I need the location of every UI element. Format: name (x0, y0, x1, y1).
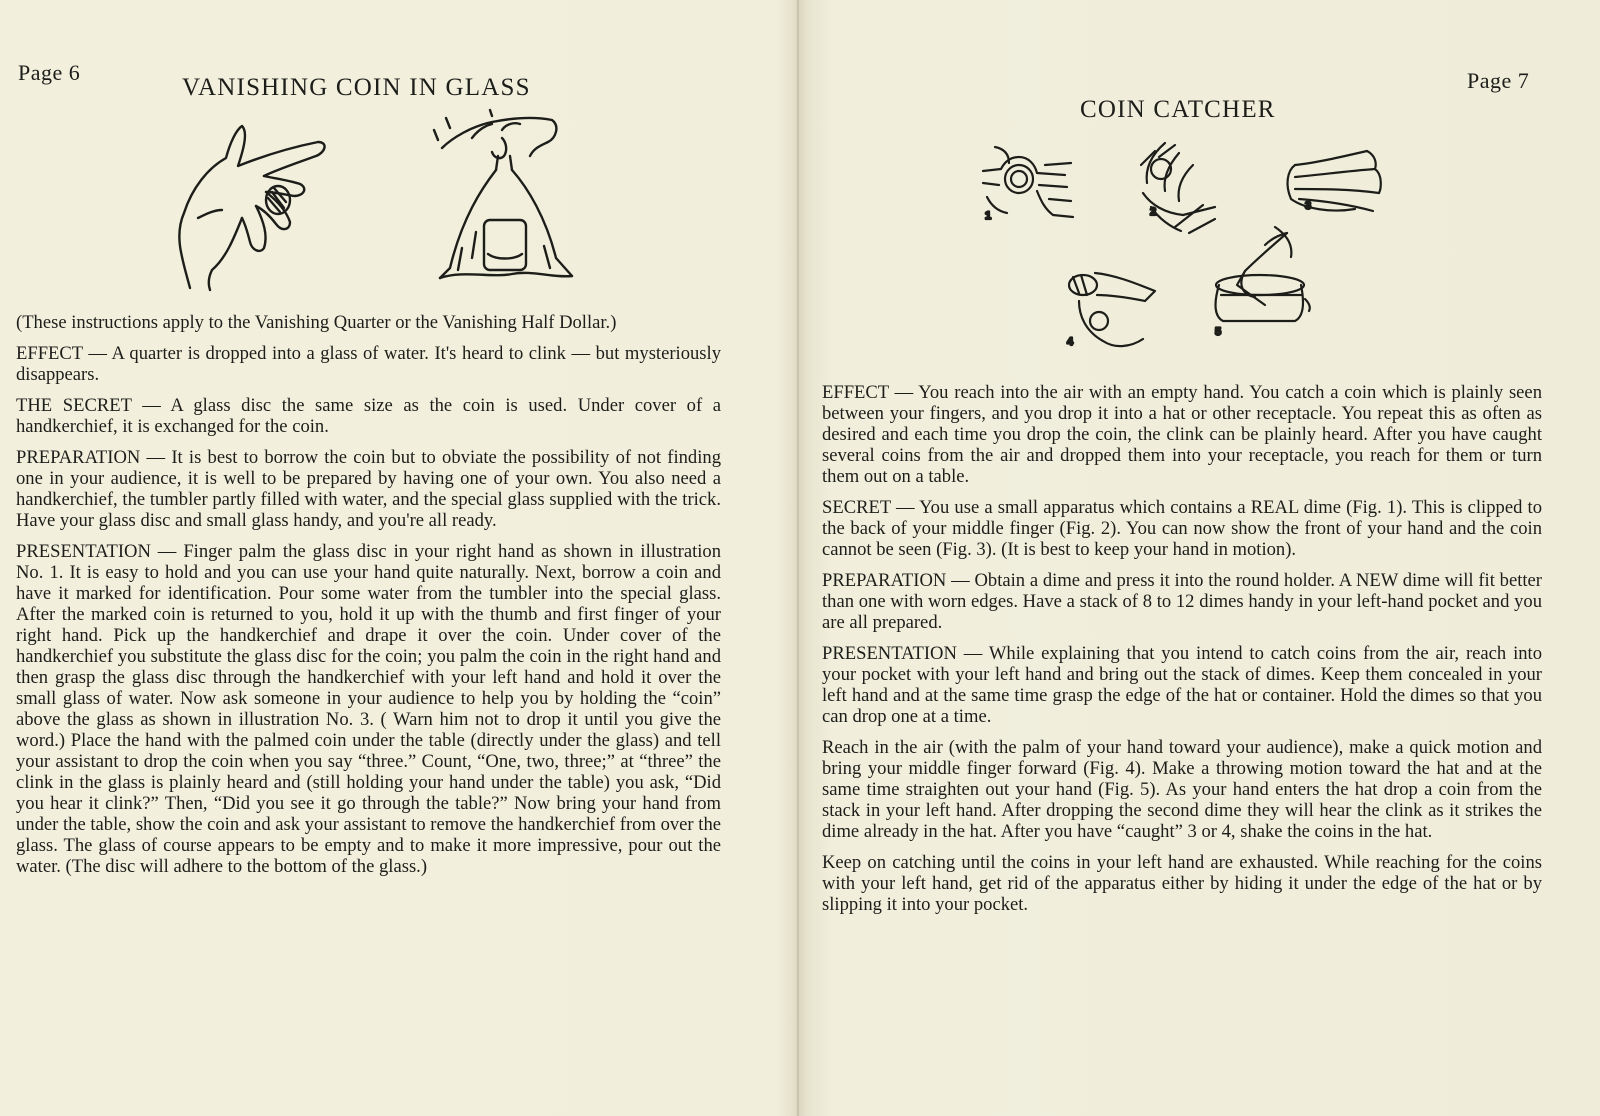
effect-paragraph: EFFECT — A quarter is dropped into a glass of water. It's heard to clink — but mysteriously disappears. (16, 343, 721, 385)
secret-paragraph: THE SECRET — A glass disc the same size as the coin is used. Under cover of a handkerchief, it is exchanged for the coin. (16, 395, 721, 437)
fig-3-hand-front-drawing (1288, 151, 1381, 211)
reach-in-air-paragraph: Reach in the air (with the palm of your hand toward your audience), make a quick motion and bring your middle finger forward (Fig. 4). Make a throwing motion toward the hat and at the same time straighten out your hand (Fig. 5). As your hand enters the hat drop a coin from the stack in your left hand. After dropping the second dime they will hear the clink as it strikes the dime already in the hat. After you have “caught” 3 or 4, shake the coins in the hat. (822, 737, 1542, 842)
left-page-number: Page 6 (18, 60, 81, 85)
coin-catcher-figures (975, 135, 1395, 360)
book-gutter (797, 0, 799, 1116)
fig-1-label: 1 (985, 210, 992, 222)
hand-palming-disc-illustration (168, 118, 333, 293)
hand-holding-handkerchief-over-glass-illustration (432, 108, 582, 283)
intro-note-paragraph: (These instructions apply to the Vanishing Quarter or the Vanishing Half Dollar.) (16, 312, 617, 333)
fig-4-finger-forward-drawing (1069, 273, 1155, 346)
fig-5-hand-in-hat-drawing (1216, 227, 1310, 321)
right-page-body (822, 382, 1542, 915)
secret-paragraph: SECRET — You use a small apparatus which contains a REAL dime (Fig. 1). This is clipped to the back of your middle finger (Fig. 2). You can now show the front of your hand and the coin cannot be seen (Fig. 3). (It is best to keep your hand in motion). (822, 497, 1542, 560)
presentation-paragraph: PRESENTATION — Finger palm the glass disc in your right hand as shown in illustration No. 1. It is easy to hold and you can use your hand quite naturally. Next, borrow a coin and have it marked for identification. Pour some water from the tumbler into the special glass. After the marked coin is returned to you, hold it up with the thumb and first finger of your right hand. Pick up the handkerchief and drape it over the coin. Under cover of the handkerchief you substitute the glass disc for the coin; you palm the coin in the right hand and then grasp the glass disc through the handkerchief with your left hand and hold it over the small glass of water. Now ask someone in your audience to help you by holding the “coin” above the glass as shown in illustration No. 3. ( Warn him not to drop it until you give the word.) Place the hand with the palmed coin under the table (directly under the glass) and tell your assistant to drop the coin when you say “three.” Count, “One, two, three;” at “three” the clink in the glass is plainly heard and (still holding your hand under the table) you ask, “Did you hear it clink?” Then, “Did you see it go through the table?” Now bring your hand from under the table, show the coin and ask your assistant to remove the handkerchief from over the glass. The glass of course appears to be empty and to make it more impressive, pour out the water. (The disc will adhere to the bottom of the glass.) (16, 541, 721, 877)
fig-3-label: 3 (1305, 200, 1312, 212)
presentation-paragraph: PRESENTATION — While explaining that you intend to catch coins from the air, reach into your pocket with your left hand and bring out the stack of dimes. Keep them concealed in your left hand and at the same time grasp the edge of the hat or container. Hold the dimes so that you can drop one at a time. (822, 643, 1542, 727)
fig-2-label: 2 (1150, 206, 1157, 218)
right-page-number: Page 7 (1467, 68, 1530, 93)
left-page-title: VANISHING COIN IN GLASS (182, 74, 531, 101)
preparation-paragraph: PREPARATION — It is best to borrow the coin but to obviate the possibility of not finding one in your audience, it is well to be prepared by having one of your own. You also need a handkerchief, the tumbler partly filled with water, and the special glass supplied with the trick. Have your glass disc and small glass handy, and you're all ready. (16, 447, 721, 531)
right-page-title: COIN CATCHER (1080, 96, 1276, 123)
fig-2-finger-back-drawing (1141, 143, 1215, 233)
fig-4-label: 4 (1067, 336, 1074, 348)
fig-1-apparatus-drawing (983, 147, 1073, 217)
effect-paragraph: EFFECT — You reach into the air with an empty hand. You catch a coin which is plainly seen between your fingers, and you drop it into a hat or other receptacle. You repeat this as often as desired and each time you drop the coin, the clink can be plainly heard. After you have caught several coins from the air and dropped them into your receptacle, you reach for them or turn them out on a table. (822, 382, 1542, 487)
fig-5-label: 5 (1215, 326, 1222, 338)
keep-catching-paragraph: Keep on catching until the coins in your left hand are exhausted. While reaching for the coins with your left hand, get rid of the apparatus either by hiding it under the edge of the hat or by slipping it into your pocket. (822, 852, 1542, 915)
left-page-body (16, 312, 721, 877)
preparation-paragraph: PREPARATION — Obtain a dime and press it into the round holder. A NEW dime will fit better than one with worn edges. Have a stack of 8 to 12 dimes handy in your left-hand pocket and you are all prepared. (822, 570, 1542, 633)
